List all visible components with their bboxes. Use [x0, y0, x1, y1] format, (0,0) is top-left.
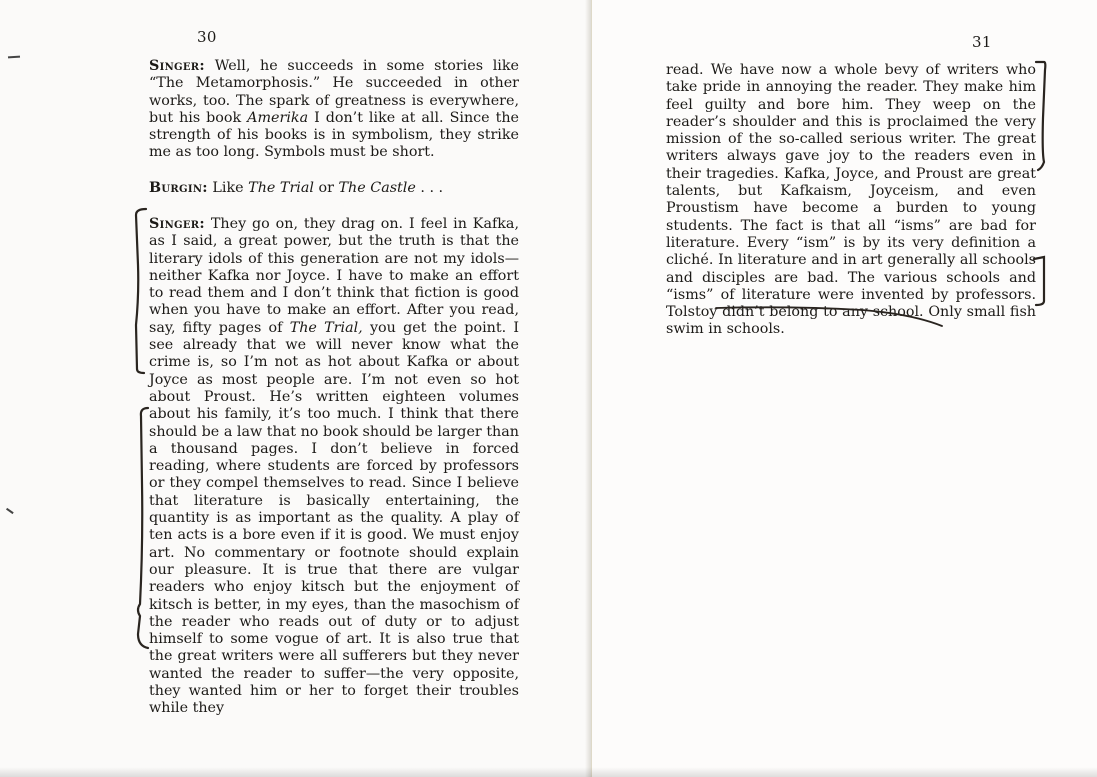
paragraph-text: They go on, they drag on. I feel in Kafka, as I said, a great power, but the truth is that the literary idols of this generation are not my idols—neither Kafka nor Joyce. I have to make an effort to read them and I don’t think that fiction is good when you have to make an effort. After you read, say, fifty pages of — [149, 216, 519, 336]
paragraph-burgin — [149, 180, 519, 197]
book-title: Amerika — [247, 109, 309, 126]
paragraph-continued: read. We have now a whole bevy of writers who take pride in annoying the reader. They make him feel guilty and bore him. They weep on the reader’s shoulder and this is proclaimed the very mission of the so-called serious writer. The great writers always gave joy to the readers even in their tragedies. Kafka, Joyce, and Proust are great talents, but Kafkaism, Joyceism, and even Proustism have become a burden to young students. The fact is that all “isms” are bad for literature. Every “ism” is by its very definition a cliché. In literature and in art generally all schools and disciples are bad. The various schools and “isms” of literature were invented by professors. Tolstoy didn’t belong to any school. Only small fish swim in schools. — [666, 62, 1036, 338]
speaker-label: Burgin: — [149, 180, 208, 196]
paragraph-text: you get the point. I see already that we will never know what the crime is, so I’m not as hot about Kafka or about Joyce as most people are. I’m not even so hot about Proust. He’s written eighteen volumes about his family, it’s too much. I think that there should be a law that no book should be larger than a thousand pages. I don’t believe in forced reading, where students are forced by professors or they compel themselves to read. Since I believe that literature is basically entertaining, the quantity is as important as the quality. A play of ten acts is a bore even if it is good. We must enjoy art. No commentary or footnote should explain our pleasure. It is true that there are vulgar readers who enjoy kitsch but the enjoyment of kitsch is better, in my eyes, than the masochism of the reader who reads out of duty or to adjust himself to some vogue of art. It is also true that the great writers were all sufferers but they never wanted the reader to suffer—the very opposite, they wanted him or her to forget their troubles while they — [149, 319, 520, 717]
paragraph-text: or — [318, 180, 334, 196]
right-page — [592, 0, 1097, 777]
book-title: The Trial — [248, 180, 314, 196]
book-title: The Castle — [338, 180, 416, 196]
page-number-right: 31 — [972, 33, 992, 51]
stray-mark — [8, 56, 20, 59]
paragraph-text: . . . — [420, 180, 444, 196]
paragraph-singer-2 — [149, 216, 519, 718]
speaker-label: Singer: — [149, 58, 205, 74]
stray-mark — [6, 508, 13, 514]
page-number-left: 30 — [197, 28, 217, 46]
paragraph-text: Well, he succeeds in some stories like “The Metamorphosis.” He succeeded in other works, too. The spark of greatness is everywhere, but his book — [149, 58, 519, 126]
book-title: The Trial, — [289, 319, 363, 336]
paragraph-text: I don’t like at all. Since the strength of his books is in symbolism, they strike me as too long. Symbols must be short. — [149, 109, 519, 161]
paragraph-singer-1 — [149, 58, 519, 162]
page-edge-shadow — [0, 767, 1097, 777]
speaker-label: Singer: — [149, 216, 205, 232]
paragraph-text: Like — [212, 180, 244, 196]
